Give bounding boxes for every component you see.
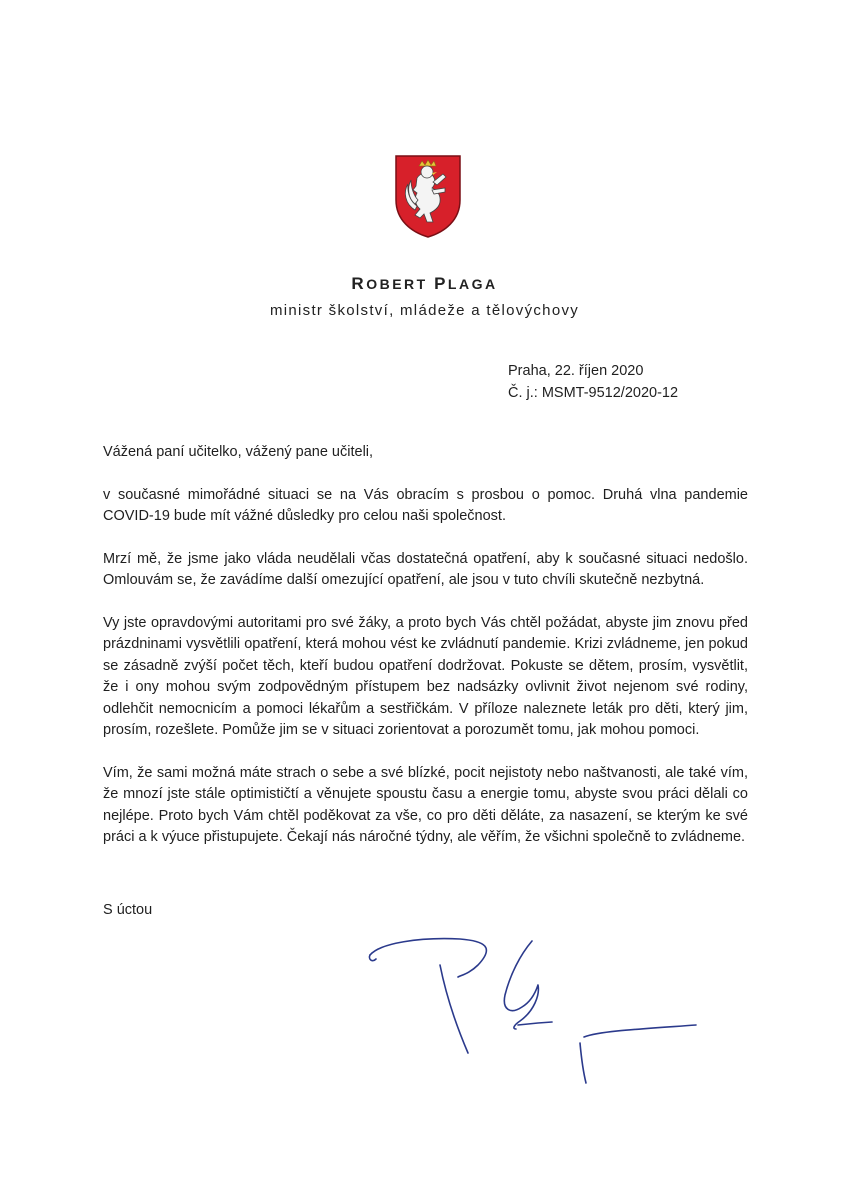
reference-number: Č. j.: MSMT-9512/2020-12 [508,385,679,401]
letter-meta [508,360,678,404]
paragraph: Mrzí mě, že jsme jako vláda neudělali včas dostatečná opatření, aby k současné situaci nedošlo. Omlouvám se, že zavádíme další omezující opatření, ale jsou v tuto chvíli skutečně nezbytná. [103,550,748,588]
minister-title: ministr školství, mládeže a tělovýchovy [269,302,580,319]
salutation: Vážená paní učitelko, vážený pane učiteli, [103,444,374,460]
paragraph: v současné mimořádné situaci se na Vás obracím s prosbou o pomoc. Druhá vlna pandemie COVID-19 bude mít vážné důsledky pro celou naši společnost. [103,486,748,524]
letter-body [103,442,748,870]
paragraph: Vím, že sami možná máte strach o sebe a své blízké, pocit nejistoty nebo naštvanosti, ale také vím, že mnozí jste stále optimističtí a věnujete spoustu času a energie tomu, abyste svou práci dělali co nejlépe. Proto bych Vám chtěl poděkovat za vše, co pro děti děláte, za nasazení, se kterým ke své práci a k výuce přistupujete. Čekají nás náročné týdny, ale věřím, že všichni společně to zvládneme. [103,764,748,845]
paragraph: Vy jste opravdovými autoritami pro své žáky, a proto bych Vás chtěl požádat, abyste jim znovu před prázdninami vysvětlili opatření, která mohou vést ke zvládnutí pandemie. Krizi zvládneme, jen pokud se zásadně zvýší počet těch, kteří budou opatření dodržovat. Pokuste se dětem, prosím, vysvětlit, že i ony mohou svým zodpovědným přístupem bez nadsázky ovlivnit život nejenom své rodiny, odlehčit nemocnicím a pomoci lékařům a sestřičkám. V příloze naleznete leták pro děti, který jim, prosím, rozešlete. Pomůže jim se v situaci zorientovat a porozumět tomu, jak mohou pomoci. [103,614,748,738]
minister-name: ROBERT PLAGA [351,274,498,293]
place-date: Praha, 22. říjen 2020 [508,363,644,379]
handwritten-signature-icon [360,925,700,1085]
czech-lion-crest-icon [393,152,463,238]
closing: S úctou [103,902,153,918]
